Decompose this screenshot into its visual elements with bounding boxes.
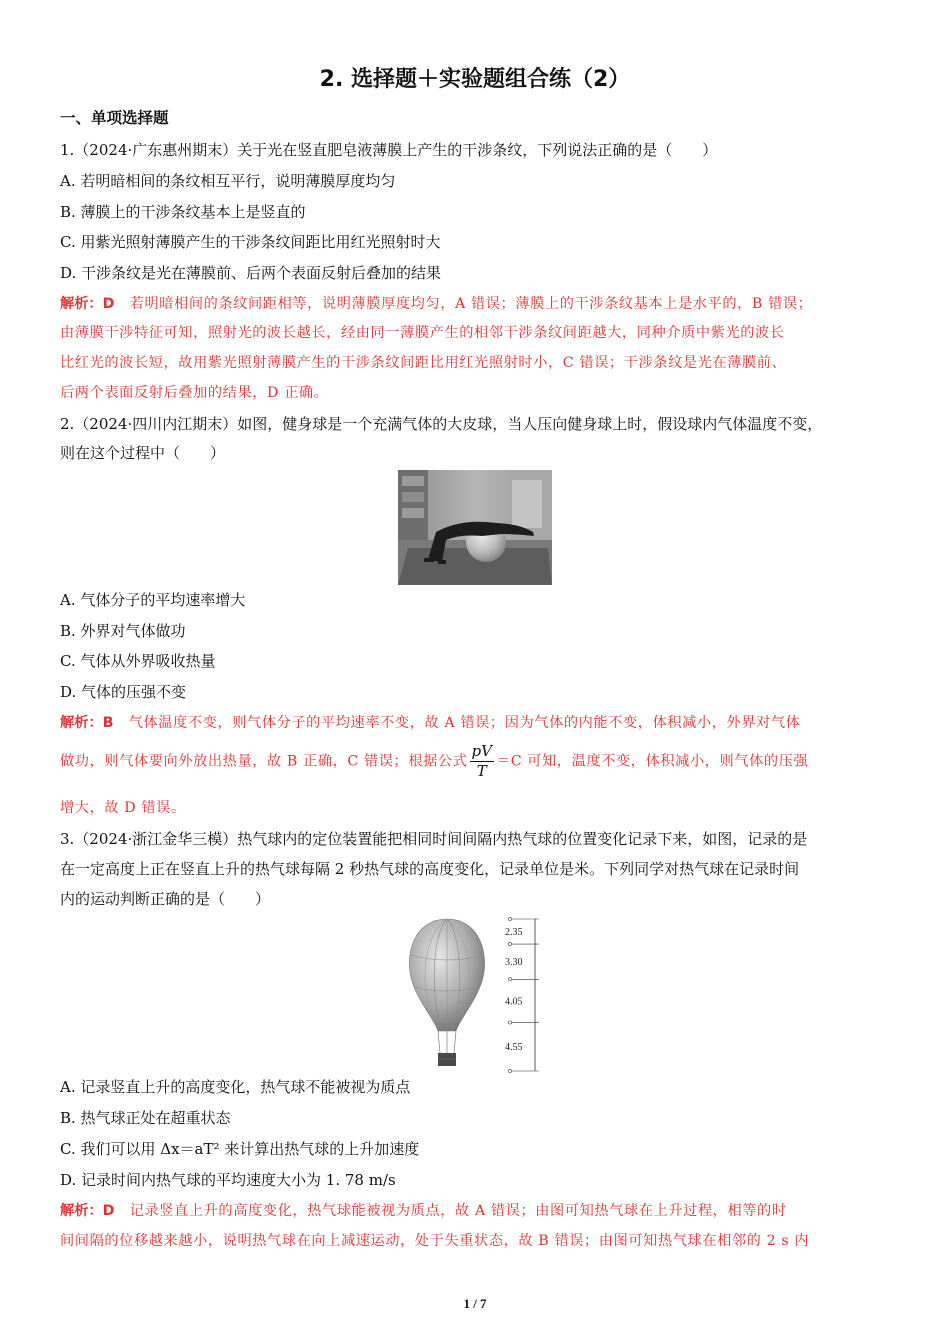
q1-option-b: B. 薄膜上的干涉条纹基本上是竖直的 [60,203,306,221]
q2-solution-text-2a: 做功，则气体要向外放出热量，故 B 正确，C 错误；根据公式 [60,753,468,770]
fitness-ball-photo [398,470,552,585]
height-ruler [505,917,539,1072]
q3-solution-label: 解析：D [60,1203,115,1219]
q2-solution-line-3: 增大，故 D 错误。 [60,800,186,816]
q2-stem-line-2: 则在这个过程中（ ） [60,444,226,462]
q1-solution-line-4: 后两个表面反射后叠加的结果，D 正确。 [60,385,329,401]
q2-solution-label: 解析：B [60,715,114,731]
q1-option-c: C. 用紫光照射薄膜产生的干涉条纹间距比用红光照射时大 [60,233,441,251]
balloon-icon [409,919,484,1066]
fraction-numerator: pV [471,742,492,760]
page-title: 2. 选择题＋实验题组合练（2） [319,67,631,92]
fraction-denominator: T [476,762,487,780]
q3-option-d: D. 记录时间内热气球的平均速度大小为 1. 78 m/s [60,1171,396,1189]
ruler-segment-label: 4.55 [505,1042,523,1054]
pv-over-t-fraction [470,742,494,781]
q1-solution-line-2: 由薄膜干涉特征可知，照射光的波长越长，经由同一薄膜产生的相邻干涉条纹间距越大，同种介质中紫光的波长 [60,325,785,341]
q2-solution-text-1: 气体温度不变，则气体分子的平均速率不变，故 A 错误；因为气体的内能不变，体积减小，外界对气体 [128,715,801,731]
ruler-position-dot [508,917,511,920]
q2-solution-line-1 [60,713,800,733]
q2-option-d: D. 气体的压强不变 [60,683,187,701]
q3-solution-line-2: 间间隔的位移越来越小，说明热气球在向上减速运动，处于失重状态，故 B 错误；由图可知热气球在相邻的 2 s 内 [60,1233,810,1249]
section-heading: 一、单项选择题 [60,109,169,127]
ruler-segment-label: 4.05 [505,996,523,1008]
ruler-position-dot [508,978,511,981]
q1-solution-label: 解析：D [60,296,115,312]
q3-option-a: A. 记录竖直上升的高度变化，热气球不能被视为质点 [60,1078,411,1096]
q2-option-b: B. 外界对气体做功 [60,622,186,640]
ruler-segment-label: 2.35 [505,927,523,939]
q2-solution-line-2 [60,742,808,781]
q1-stem: 1.（2024·广东惠州期末）关于光在竖直肥皂液薄膜上产生的干涉条纹，下列说法正确的是（ ） [60,141,718,159]
q3-stem-line-3: 内的运动判断正确的是（ ） [60,890,271,908]
q2-solution-text-2b: ＝C 可知，温度不变，体积减小，则气体的压强 [495,753,809,770]
q3-stem-line-2: 在一定高度上正在竖直上升的热气球每隔 2 秒热气球的高度变化，记录单位是米。下列同学对热气球在记录时间 [60,860,800,878]
q3-option-b: B. 热气球正处在超重状态 [60,1109,231,1127]
q3-solution-text-1: 记录竖直上升的高度变化，热气球能被视为质点，故 A 错误；由图可知热气球在上升过程，相等的时 [129,1203,787,1219]
hot-air-balloon-figure [402,915,552,1075]
q1-option-a: A. 若明暗相间的条纹相互平行，说明薄膜厚度均匀 [60,172,396,190]
q3-stem-line-1: 3.（2024·浙江金华三模）热气球内的定位装置能把相同时间间隔内热气球的位置变化记录下来，如图，记录的是 [60,830,808,848]
q2-option-c: C. 气体从外界吸收热量 [60,652,216,670]
ruler-segment-label: 3.30 [505,957,523,969]
q1-solution-line-3: 比红光的波长短，故用紫光照射薄膜产生的干涉条纹间距比用红光照射时小，C 错误；干涉条纹是光在薄膜前、 [60,355,787,371]
q2-option-a: A. 气体分子的平均速率增大 [60,591,246,609]
q2-stem-line-1: 2.（2024·四川内江期末）如图，健身球是一个充满气体的大皮球，当人压向健身球上时，假设球内气体温度不变， [60,415,823,433]
q3-option-c: C. 我们可以用 Δx＝aT² 来计算出热气球的上升加速度 [60,1140,420,1158]
ruler-position-dot [508,1069,511,1072]
ruler-position-dot [508,1021,511,1024]
q1-solution-line-1 [60,294,812,314]
ruler-position-dot [508,942,511,945]
q3-solution-line-1 [60,1201,787,1221]
q1-option-d: D. 干涉条纹是光在薄膜前、后两个表面反射后叠加的结果 [60,264,442,282]
q1-solution-text-1: 若明暗相间的条纹间距相等，说明薄膜厚度均匀，A 错误；薄膜上的干涉条纹基本上是水平的，B 错误； [129,296,813,312]
page-number: 1 / 7 [463,1296,487,1311]
